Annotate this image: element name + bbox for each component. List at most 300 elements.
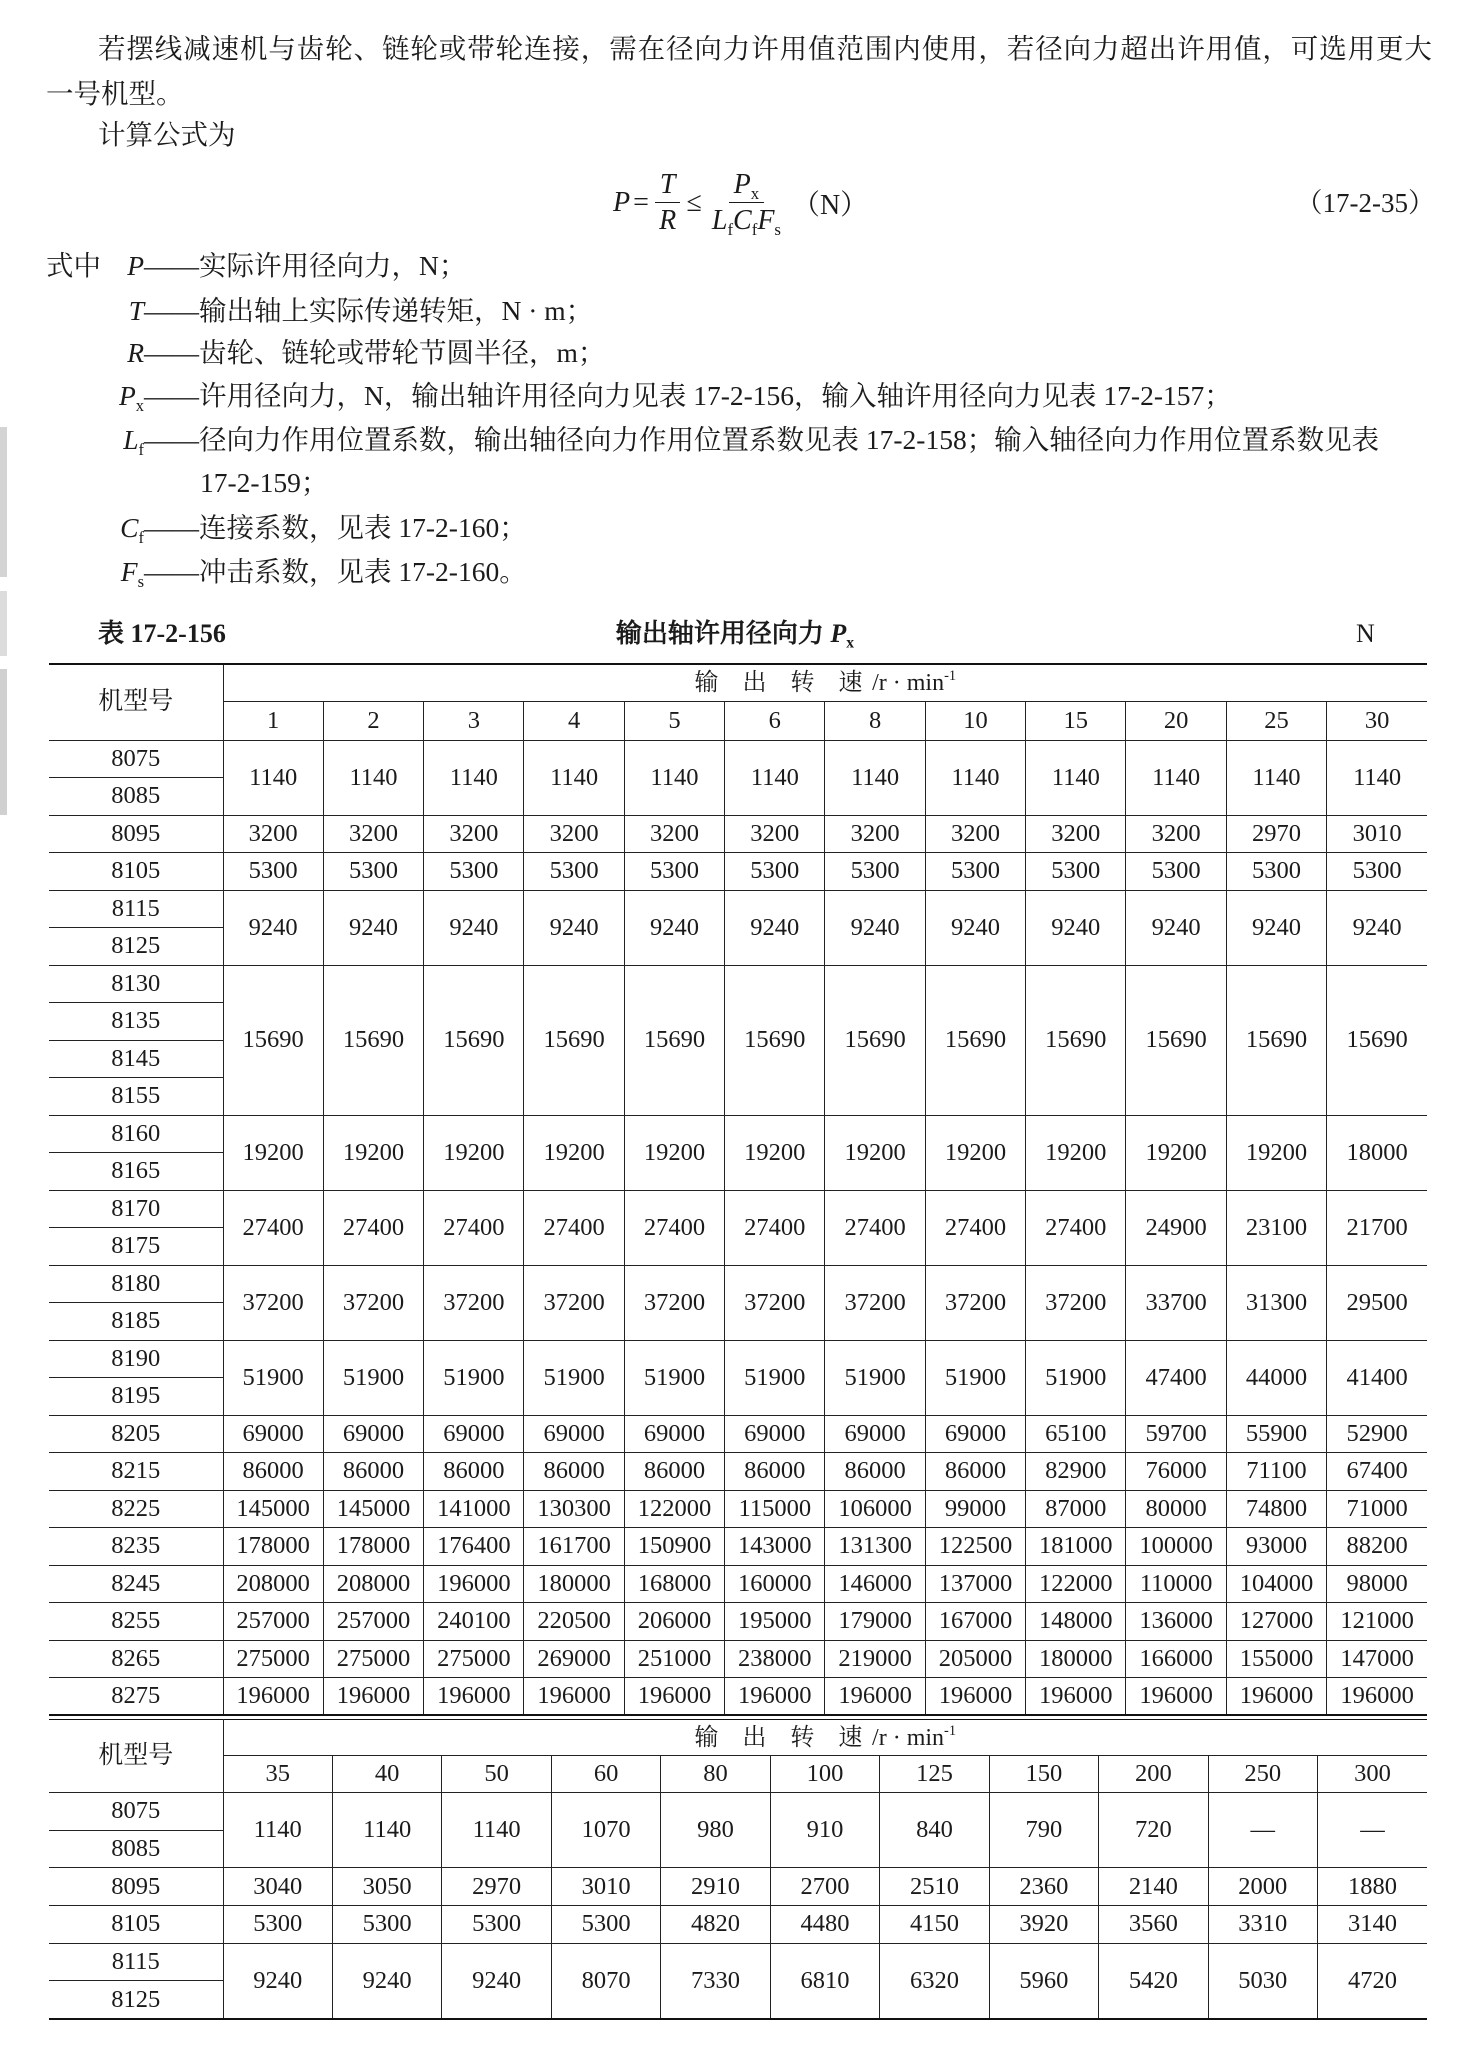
value-cell: 3200 [424,815,524,853]
speed-header-label: 输出转速 [694,669,887,696]
value-cell: 3310 [1208,1906,1317,1944]
value-cell: 196000 [925,1678,1025,1716]
value-cell: — [1208,1793,1317,1868]
value-cell: 15690 [825,965,925,1115]
definition-text: ——许用径向力，N，输出轴许用径向力见表 17-2-156，输入轴许用径向力见表 17-2-157； [144,380,1232,411]
value-cell: 4820 [661,1906,770,1944]
value-cell: 86000 [223,1453,323,1491]
value-cell: 15690 [624,965,724,1115]
value-cell: 74800 [1226,1490,1326,1528]
speed-column-header: 80 [661,1756,770,1793]
value-cell: 8070 [551,1943,660,2018]
definition-text: ——冲击系数，见表 17-2-160。 [144,556,527,587]
value-cell: 2700 [770,1868,879,1906]
value-cell: 115000 [725,1490,825,1528]
denominator-symbol: C [733,204,752,236]
value-cell: 19200 [524,1115,624,1190]
value-cell: 19200 [925,1115,1025,1190]
numerator-symbol: P [733,168,751,200]
value-cell: 69000 [825,1415,925,1453]
value-cell: 1140 [223,1793,332,1868]
value-cell: 71000 [1327,1490,1428,1528]
speed-column-header: 200 [1099,1756,1208,1793]
value-cell: 3200 [524,815,624,853]
table-row [49,1640,1427,1678]
value-cell: 3560 [1099,1906,1208,1944]
symbol-letter: T [128,295,144,326]
fraction-numerator [655,169,681,203]
speed-column-header: 20 [1126,701,1226,740]
fraction-denominator [655,203,680,238]
table-row [49,1340,1427,1378]
value-cell: 2910 [661,1868,770,1906]
speed-header-unit-exponent: -1 [944,667,957,684]
value-cell: 980 [661,1793,770,1868]
value-cell: 3920 [989,1906,1098,1944]
value-cell: 19200 [323,1115,423,1190]
table-row [49,853,1427,891]
value-cell: 5300 [223,1906,332,1944]
value-cell: 1140 [1327,740,1428,815]
definition-text: ——输出轴上实际传递转矩，N · m； [144,295,594,326]
value-cell: 9240 [925,890,1025,965]
speed-column-header: 150 [989,1756,1098,1793]
speed-column-header: 250 [1208,1756,1317,1793]
fraction-denominator [708,203,785,238]
table-row [49,965,1427,1003]
value-cell: 1140 [524,740,624,815]
value-cell: 2970 [442,1868,551,1906]
value-cell: 3010 [1327,815,1428,853]
value-cell: 15690 [424,965,524,1115]
model-cell: 8085 [49,1830,223,1868]
value-cell: 196000 [223,1678,323,1716]
value-cell: 196000 [424,1565,524,1603]
definition-symbol [46,554,144,590]
scan-edge-segment [0,669,7,815]
value-cell: 180000 [1026,1640,1126,1678]
value-cell: 9240 [1126,890,1226,965]
value-cell: 51900 [725,1340,825,1415]
value-cell: 121000 [1327,1603,1428,1641]
value-cell: 98000 [1327,1565,1428,1603]
value-cell: 47400 [1126,1340,1226,1415]
value-cell: 9240 [223,890,323,965]
model-cell: 8180 [49,1265,223,1303]
value-cell: 5300 [551,1906,660,1944]
speed-column-header: 100 [770,1756,879,1793]
symbol-subscript: f [138,527,144,547]
value-cell: 15690 [1327,965,1428,1115]
symbol-letter: F [120,556,138,587]
value-cell: 208000 [223,1565,323,1603]
value-cell: 1140 [1126,740,1226,815]
model-cell: 8195 [49,1378,223,1416]
value-cell: 9240 [424,890,524,965]
table-row [49,1490,1427,1528]
output-shaft-radial-force-table-low-speed [49,663,1427,1716]
value-cell: 145000 [323,1490,423,1528]
value-cell: 240100 [424,1603,524,1641]
denominator-symbol: R [659,204,677,236]
value-cell: 3040 [223,1868,332,1906]
value-cell: 127000 [1226,1603,1326,1641]
radial-force-formula [613,166,868,240]
value-cell: 1140 [925,740,1025,815]
model-cell: 8105 [49,1906,223,1944]
value-cell: 67400 [1327,1453,1428,1491]
value-cell: 51900 [524,1340,624,1415]
value-cell: 3200 [624,815,724,853]
speed-header-unit-exponent: -1 [944,1722,957,1739]
table-title-subscript: x [846,634,855,652]
denominator-symbol: L [711,204,728,236]
symbol-subscript: s [137,571,144,591]
model-cell: 8265 [49,1640,223,1678]
where-item-p [46,248,466,284]
value-cell: 19200 [1126,1115,1226,1190]
speed-header [223,1720,1427,1756]
value-cell: 69000 [624,1415,724,1453]
value-cell: 3200 [1026,815,1126,853]
speed-column-header: 6 [725,701,825,740]
model-cell: 8085 [49,778,223,816]
value-cell: 141000 [424,1490,524,1528]
formula-lhs: P [613,187,631,218]
value-cell: 86000 [524,1453,624,1491]
value-cell: 4720 [1318,1943,1427,2018]
table-row [49,1565,1427,1603]
table-row [49,1678,1427,1716]
symbol-letter: P [127,250,144,281]
value-cell: 51900 [323,1340,423,1415]
value-cell: 122000 [1026,1565,1126,1603]
where-item-lf [46,422,1379,458]
value-cell: 1140 [223,740,323,815]
value-cell: 1140 [1226,740,1326,815]
value-cell: 87000 [1026,1490,1126,1528]
definition-symbol [46,335,144,371]
scan-edge-shadow [0,0,8,2051]
symbol-letter: R [127,337,144,368]
value-cell: 15690 [323,965,423,1115]
value-cell: 196000 [825,1678,925,1716]
value-cell: 196000 [323,1678,423,1716]
denominator-subscript: f [727,219,734,239]
value-cell: 15690 [725,965,825,1115]
value-cell: 196000 [524,1678,624,1716]
value-cell: 15690 [925,965,1025,1115]
value-cell: 6810 [770,1943,879,2018]
value-cell: 122500 [925,1528,1025,1566]
value-cell: 2140 [1099,1868,1208,1906]
table-row [49,1265,1427,1303]
table-row [49,815,1427,853]
value-cell: 71100 [1226,1453,1326,1491]
value-cell: 5300 [323,853,423,891]
table-row [49,1190,1427,1228]
value-cell: 44000 [1226,1340,1326,1415]
value-cell: 37200 [1026,1265,1126,1340]
speed-column-header: 35 [223,1756,332,1793]
model-cell: 8225 [49,1490,223,1528]
model-cell: 8165 [49,1153,223,1191]
value-cell: 19200 [725,1115,825,1190]
value-cell: 37200 [624,1265,724,1340]
numerator-symbol: T [659,168,676,200]
value-cell: 3200 [323,815,423,853]
value-cell: 37200 [825,1265,925,1340]
speed-header-label: 输出转速 [694,1724,887,1751]
value-cell: 37200 [725,1265,825,1340]
value-cell: 196000 [624,1678,724,1716]
value-cell: 269000 [524,1640,624,1678]
value-cell: 3200 [725,815,825,853]
value-cell: 86000 [624,1453,724,1491]
value-cell: 178000 [223,1528,323,1566]
value-cell: 69000 [925,1415,1025,1453]
model-cell: 8160 [49,1115,223,1153]
value-cell: 37200 [223,1265,323,1340]
value-cell: 146000 [825,1565,925,1603]
value-cell: 196000 [725,1678,825,1716]
speed-column-header: 8 [825,701,925,740]
speed-column-header: 4 [524,701,624,740]
value-cell: 55900 [1226,1415,1326,1453]
value-cell: 122000 [624,1490,724,1528]
value-cell: 2510 [880,1868,989,1906]
scan-edge-segment [0,591,7,656]
value-cell: 3200 [223,815,323,853]
value-cell: 86000 [424,1453,524,1491]
value-cell: 145000 [223,1490,323,1528]
value-cell: 130300 [524,1490,624,1528]
fraction-torque-over-radius [655,169,681,238]
definition-symbol [46,510,144,546]
model-cell: 8275 [49,1678,223,1716]
value-cell: 5300 [624,853,724,891]
value-cell: 51900 [624,1340,724,1415]
model-cell: 8170 [49,1190,223,1228]
table-row [49,1453,1427,1491]
value-cell: 69000 [524,1415,624,1453]
value-cell: 104000 [1226,1565,1326,1603]
speed-column-header: 15 [1026,701,1126,740]
model-cell: 8125 [49,1981,223,2019]
value-cell: 9240 [1026,890,1126,965]
value-cell: 155000 [1226,1640,1326,1678]
denominator-subscript: f [751,219,758,239]
value-cell: 2360 [989,1868,1098,1906]
definition-text-continuation: 17-2-159； [200,467,329,498]
speed-column-header: 25 [1226,701,1326,740]
value-cell: 136000 [1126,1603,1226,1641]
value-cell: 790 [989,1793,1098,1868]
definition-text: ——连接系数，见表 17-2-160； [144,512,527,543]
value-cell: 910 [770,1793,879,1868]
value-cell: 195000 [725,1603,825,1641]
model-cell: 8095 [49,815,223,853]
table-row [49,1415,1427,1453]
value-cell: 5300 [725,853,825,891]
value-cell: 5030 [1208,1943,1317,2018]
value-cell: 238000 [725,1640,825,1678]
value-cell: 137000 [925,1565,1025,1603]
value-cell: 205000 [925,1640,1025,1678]
equation-number: （17-2-35） [1295,188,1435,218]
value-cell: 88200 [1327,1528,1428,1566]
value-cell: 15690 [524,965,624,1115]
table-row [49,1943,1427,1981]
value-cell: 196000 [1026,1678,1126,1716]
denominator-subscript: s [774,219,781,239]
value-cell: 3010 [551,1868,660,1906]
less-or-equal-sign: ≤ [686,187,702,218]
value-cell: 9240 [332,1943,441,2018]
model-cell: 8075 [49,1793,223,1831]
model-cell: 8115 [49,890,223,928]
where-item-t [46,293,593,329]
value-cell: 86000 [925,1453,1025,1491]
value-cell: 179000 [825,1603,925,1641]
value-cell: 720 [1099,1793,1208,1868]
value-cell: 27400 [725,1190,825,1265]
value-cell: 69000 [424,1415,524,1453]
value-cell: 275000 [223,1640,323,1678]
symbol-subscript: f [138,439,144,459]
value-cell: 82900 [1026,1453,1126,1491]
denominator-symbol: F [757,204,775,236]
value-cell: 181000 [1026,1528,1126,1566]
speed-column-header: 60 [551,1756,660,1793]
value-cell: 37200 [424,1265,524,1340]
output-shaft-radial-force-table-high-speed [49,1719,1427,2020]
value-cell: 41400 [1327,1340,1428,1415]
value-cell: 19200 [1226,1115,1326,1190]
table-row [49,740,1427,778]
value-cell: 1140 [442,1793,551,1868]
value-cell: 37200 [524,1265,624,1340]
speed-column-header: 10 [925,701,1025,740]
table-unit: N [1356,619,1375,648]
table-title-text: 输出轴许用径向力 [615,619,831,648]
value-cell: 2970 [1226,815,1326,853]
value-cell: 176400 [424,1528,524,1566]
value-cell: 1140 [424,740,524,815]
model-cell: 8235 [49,1528,223,1566]
value-cell: 1880 [1318,1868,1427,1906]
table-title [535,616,935,652]
value-cell: 1140 [332,1793,441,1868]
value-cell: 5300 [825,853,925,891]
value-cell: 220500 [524,1603,624,1641]
speed-values-row [49,1756,1427,1793]
symbol-letter: C [120,512,139,543]
value-cell: 9240 [524,890,624,965]
value-cell: 147000 [1327,1640,1428,1678]
value-cell: 208000 [323,1565,423,1603]
value-cell: 110000 [1126,1565,1226,1603]
where-item-fs [46,554,527,590]
model-cell: 8075 [49,740,223,778]
value-cell: 131300 [825,1528,925,1566]
value-cell: 18000 [1327,1115,1428,1190]
speed-column-header: 50 [442,1756,551,1793]
value-cell: 23100 [1226,1190,1326,1265]
symbol-subscript: x [135,395,144,415]
definition-symbol [46,293,144,329]
speed-column-header: 40 [332,1756,441,1793]
value-cell: 219000 [825,1640,925,1678]
model-cell: 8145 [49,1040,223,1078]
value-cell: 180000 [524,1565,624,1603]
model-cell: 8205 [49,1415,223,1453]
speed-header-unit: /r · min [872,1724,945,1751]
value-cell: 93000 [1226,1528,1326,1566]
value-cell: 69000 [725,1415,825,1453]
value-cell: 143000 [725,1528,825,1566]
value-cell: 3050 [332,1868,441,1906]
table-row [49,1528,1427,1566]
value-cell: 9240 [1226,890,1326,965]
value-cell: 9240 [725,890,825,965]
value-cell: 27400 [424,1190,524,1265]
where-item-px [46,378,1232,414]
definition-symbol [46,378,144,414]
value-cell: 166000 [1126,1640,1226,1678]
value-cell: 5300 [1126,853,1226,891]
value-cell: 99000 [925,1490,1025,1528]
model-header: 机型号 [49,1720,223,1793]
definition-symbol [46,422,144,458]
table-row [49,1115,1427,1153]
value-cell: 3200 [825,815,925,853]
definition-text: ——径向力作用位置系数，输出轴径向力作用位置系数见表 17-2-158；输入轴径向力作用位置系数见表 [144,424,1380,455]
value-cell: 27400 [1026,1190,1126,1265]
definition-text: ——齿轮、链轮或带轮节圆半径，m； [144,337,606,368]
value-cell: 9240 [223,1943,332,2018]
value-cell: 168000 [624,1565,724,1603]
value-cell: 161700 [524,1528,624,1566]
value-cell: 148000 [1026,1603,1126,1641]
value-cell: 51900 [424,1340,524,1415]
model-cell: 8135 [49,1003,223,1041]
value-cell: 5960 [989,1943,1098,2018]
model-cell: 8215 [49,1453,223,1491]
value-cell: 257000 [323,1603,423,1641]
symbol-letter: P [118,380,136,411]
value-cell: 37200 [925,1265,1025,1340]
where-label: 式中 [46,250,101,281]
table-row [49,1793,1427,1831]
model-cell: 8105 [49,853,223,891]
speed-column-header: 3 [424,701,524,740]
speed-header [223,664,1427,701]
numerator-subscript: x [750,183,760,203]
value-cell: 33700 [1126,1265,1226,1340]
model-cell: 8245 [49,1565,223,1603]
value-cell: 167000 [925,1603,1025,1641]
value-cell: 275000 [323,1640,423,1678]
formula-unit: （N） [791,190,869,221]
value-cell: 3200 [1126,815,1226,853]
value-cell: 19200 [424,1115,524,1190]
value-cell: 275000 [424,1640,524,1678]
intro-paragraph-line: 一号机型。 [46,78,184,109]
value-cell: 160000 [725,1565,825,1603]
value-cell: 69000 [223,1415,323,1453]
value-cell: 51900 [925,1340,1025,1415]
